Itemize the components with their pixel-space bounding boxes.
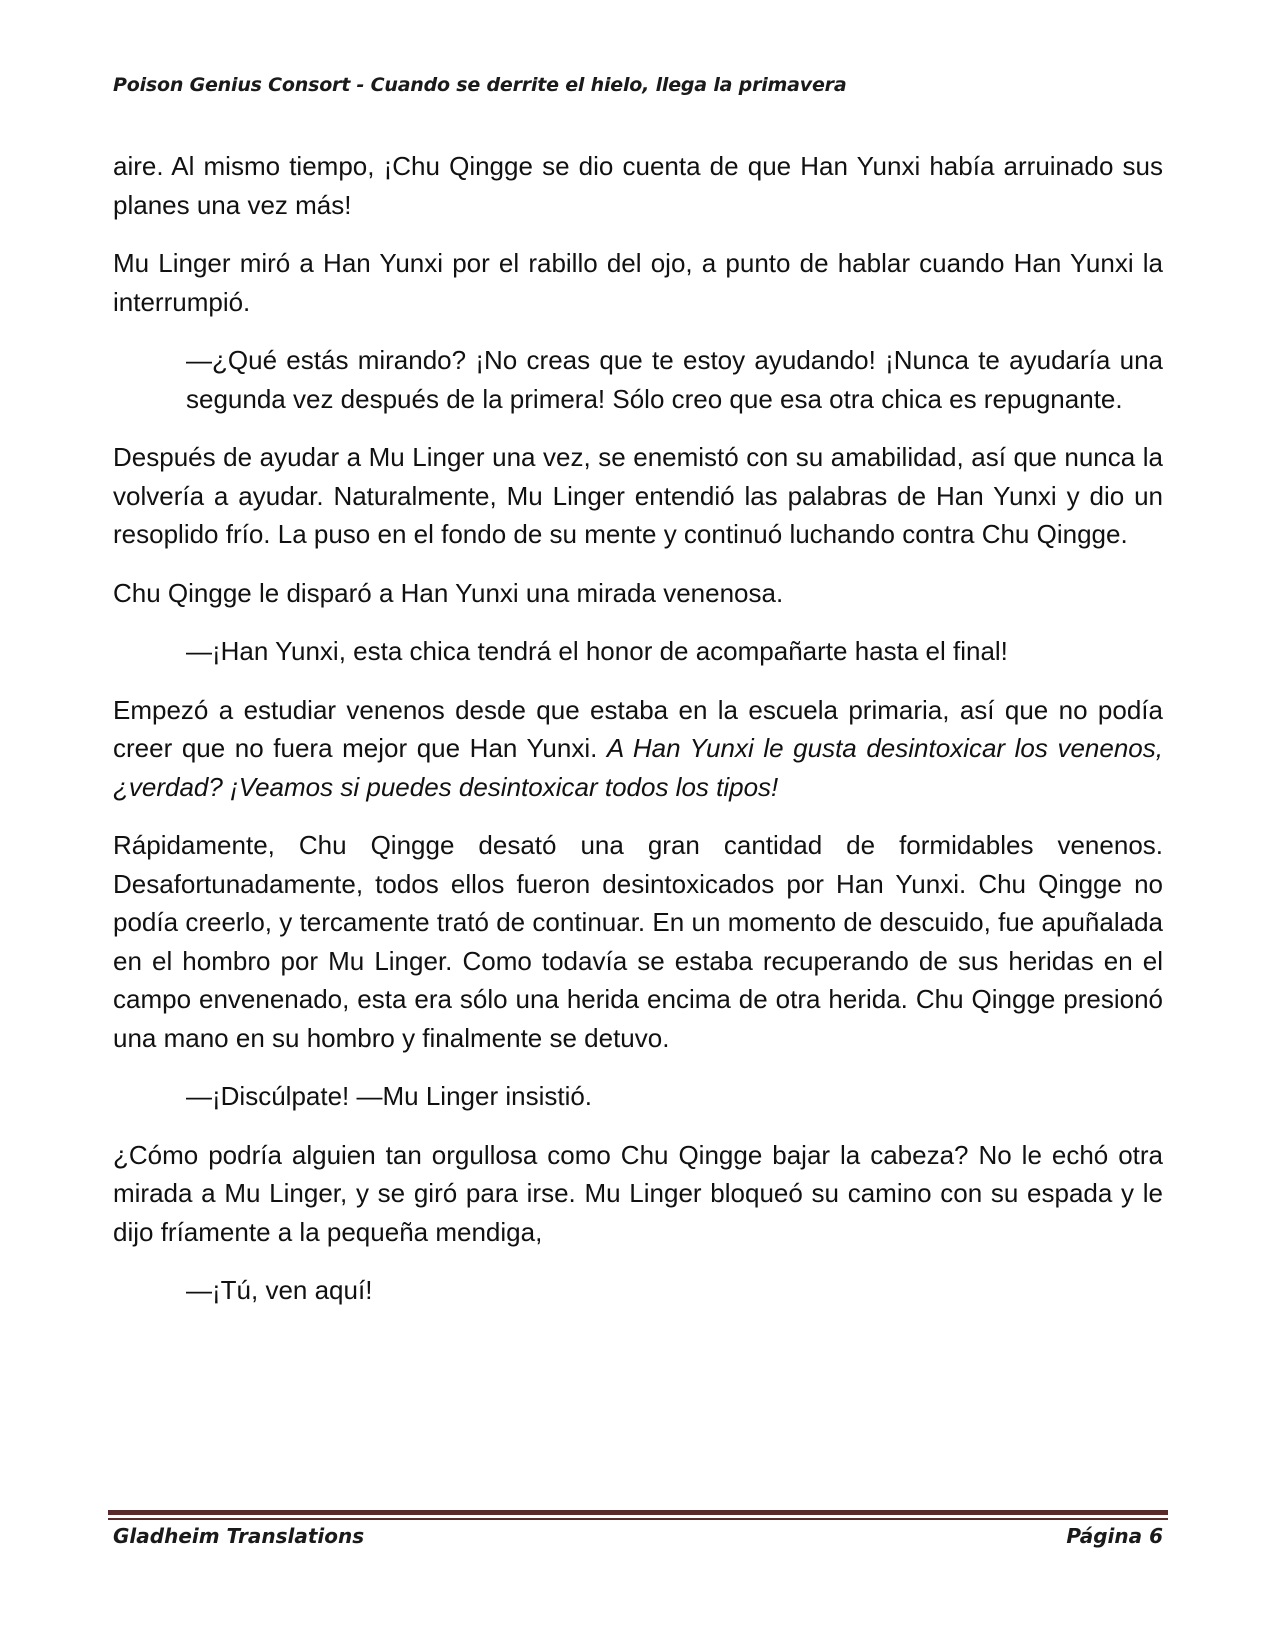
footer-page-number: Página 6 [1066, 1524, 1163, 1548]
dialogue-paragraph: —¡Tú, ven aquí! [186, 1275, 373, 1305]
page-header-title: Poison Genius Consort - Cuando se derrite el hielo, llega la primavera [113, 74, 847, 96]
paragraph: Rápidamente, Chu Qingge desató una gran cantidad de formidables venenos. Desafortunadamente, todos ellos fueron desintoxicados por Han Yunxi. Chu Qingge no podía creerlo, y tercamente trató de continuar. En un momento de descuido, fue apuñalada en el hombro por Mu Linger. Como todavía se estaba recuperando de sus heridas en el campo envenenado, esta era sólo una herida encima de otra herida. Chu Qingge presionó una mano en su hombro y finalmente se detuvo. [113, 830, 1163, 1053]
footer-divider-thin [108, 1518, 1168, 1520]
footer-translator: Gladheim Translations [113, 1524, 365, 1548]
footer-divider-thick [108, 1510, 1168, 1515]
paragraph: Chu Qingge le disparó a Han Yunxi una mirada venenosa. [113, 577, 784, 608]
dialogue-paragraph: —¿Qué estás mirando? ¡No creas que te estoy ayudando! ¡Nunca te ayudaría una segunda vez después de la primera! Sólo creo que esa otra chica es repugnante. [186, 345, 1163, 414]
paragraph [113, 691, 1163, 807]
dialogue-paragraph: —¡Discúlpate! —Mu Linger insistió. [186, 1081, 593, 1111]
page-footer [113, 1524, 1163, 1548]
paragraph: Mu Linger miró a Han Yunxi por el rabillo del ojo, a punto de hablar cuando Han Yunxi la interrumpió. [113, 248, 1163, 317]
paragraph: aire. Al mismo tiempo, ¡Chu Qingge se dio cuenta de que Han Yunxi había arruinado sus planes una vez más! [113, 151, 1163, 220]
dialogue-paragraph: —¡Han Yunxi, esta chica tendrá el honor de acompañarte hasta el final! [186, 636, 1008, 666]
paragraph: Después de ayudar a Mu Linger una vez, se enemistó con su amabilidad, así que nunca la volvería a ayudar. Naturalmente, Mu Linger entendió las palabras de Han Yunxi y dio un resoplido frío. La puso en el fondo de su mente y continuó luchando contra Chu Qingge. [113, 442, 1163, 549]
document-body [113, 147, 1163, 1330]
paragraph: ¿Cómo podría alguien tan orgullosa como Chu Qingge bajar la cabeza? No le echó otra mirada a Mu Linger, y se giró para irse. Mu Linger bloqueó su camino con su espada y le dijo fríamente a la pequeña mendiga, [113, 1139, 1163, 1247]
paragraph-text: Empezó a estudiar venenos desde que estaba en la escuela primaria, así que no podía creer que no fuera mejor que Han Yunxi. [113, 694, 1163, 763]
italic-thought: A Han Yunxi le gusta desintoxicar los venenos, ¿verdad? ¡Veamos si puedes desintoxicar todos los tipos! [113, 733, 1163, 802]
